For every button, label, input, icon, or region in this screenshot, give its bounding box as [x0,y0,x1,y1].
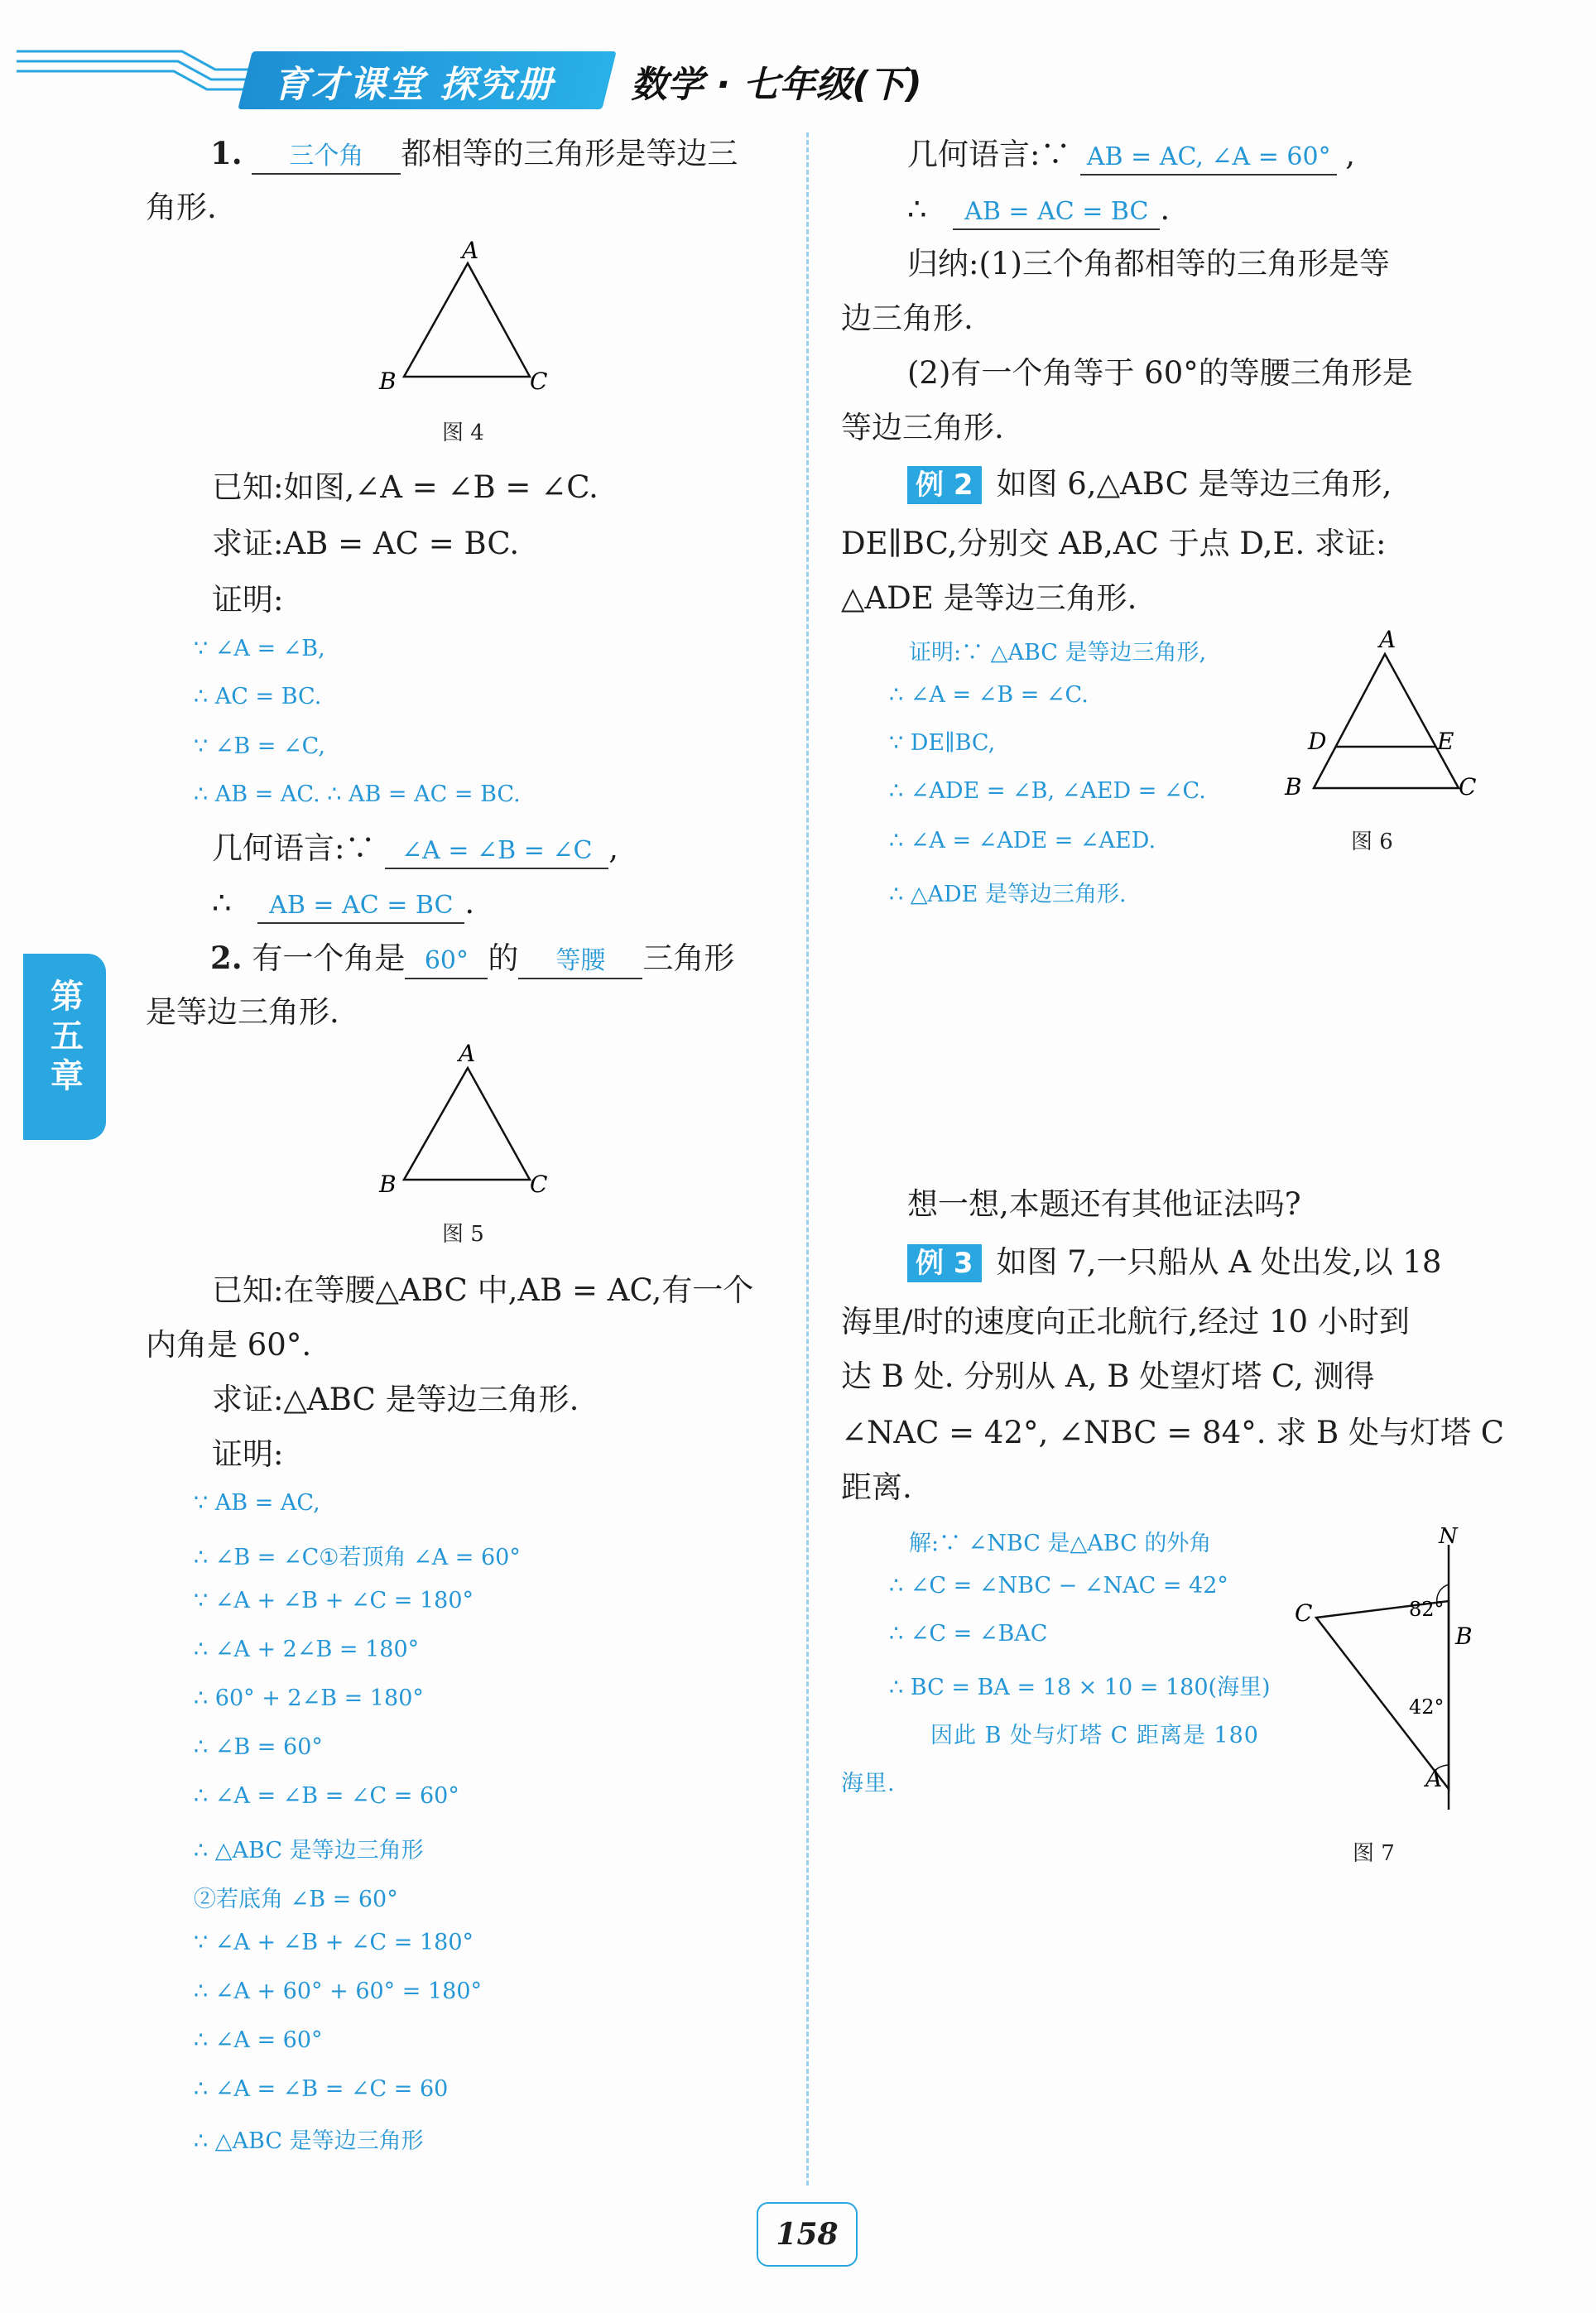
fig5-caption: 图 5 [442,1222,484,1247]
ex3-solution-line: 因此 B 处与灯塔 C 距离是 180 [930,1723,1259,1748]
fig4-label-c: C [530,368,548,395]
q2-proof-label: 证明: [212,1436,284,1472]
q1-proof-line: ∵ ∠B = ∠C, [194,733,325,759]
q2-proof-line: ∴ ∠A + 2∠B = 180° [194,1637,420,1662]
ex2-line3: △ADE 是等边三角形. [841,580,1137,616]
q2-proof-line: ∴ △ABC 是等边三角形 [194,2128,424,2154]
q1-line1: 1. 三个角 都相等的三角形是等边三 [210,134,738,175]
ex3-line5: 距离. [841,1469,912,1505]
q2-line2: 是等边三角形. [146,994,339,1030]
ex2-proof-line: ∴ △ADE 是等边三角形. [889,882,1127,907]
ex3-badge: 例 3 [907,1244,982,1282]
ex3-solution-line: ∴ BC = BA = 18 × 10 = 180(海里) [889,1675,1271,1700]
ex2-line2: DE∥BC,分别交 AB,AC 于点 D,E. 求证: [841,526,1387,561]
ex3-line3: 达 B 处. 分别从 A, B 处望灯塔 C, 测得 [841,1358,1375,1394]
ex3-solution-line: 解:∵ ∠NBC 是△ABC 的外角 [909,1531,1212,1556]
ex2-proof-line: 证明:∵ △ABC 是等边三角形, [909,640,1207,666]
q2-prove: 求证:△ABC 是等边三角形. [212,1382,579,1417]
q1-geo-line1: 几何语言:∵ ∠A = ∠B = ∠C , [212,830,618,869]
fig7-angle-b: 82° [1409,1598,1445,1621]
ex3-line1: 例 3 如图 7,一只船从 A 处出发,以 18 [907,1243,1441,1282]
q1-proof-line: ∵ ∠A = ∠B, [194,636,325,661]
summary-l3: (2)有一个角等于 60°的等腰三角形是 [907,355,1413,391]
q1-geo-blank2: AB = AC = BC [257,889,464,924]
ex3-solution-line: 海里. [841,1771,896,1796]
fig6-caption: 图 6 [1351,830,1393,854]
ex3-solution-line: ∴ ∠C = ∠BAC [889,1621,1048,1647]
q2-proof-line: ∴ ∠A = ∠B = ∠C = 60 [194,2076,449,2102]
q2-proof-line: ∴ ∠A = ∠B = ∠C = 60° [194,1783,459,1809]
figure-6 [1275,629,1498,803]
fig6-label-a: A [1379,629,1396,653]
fig4-caption: 图 4 [442,421,484,445]
fig7-label-n: N [1439,1524,1458,1549]
q2-proof-line: ∵ AB = AC, [194,1490,320,1516]
q1-proof-line: ∴ AC = BC. [194,684,322,709]
r-geo-blank1: AB = AC, ∠A = 60° [1080,141,1337,176]
q2-given-l1: 已知:在等腰△ABC 中,AB = AC,有一个 [212,1272,754,1308]
q1-given: 已知:如图,∠A = ∠B = ∠C. [212,469,598,505]
ex2-proof-line: ∴ ∠A = ∠ADE = ∠AED. [889,828,1156,854]
summary-l1: 归纳:(1)三个角都相等的三角形是等 [907,246,1390,281]
q1-geo-line2: ∴ AB = AC = BC . [212,884,474,924]
fig5-label-b: B [379,1171,397,1198]
q1-proof-label: 证明: [212,582,284,618]
r-geo-blank2: AB = AC = BC [953,195,1160,230]
figure-4 [364,240,563,397]
ex3-line4: ∠NAC = 42°, ∠NBC = 84°. 求 B 处与灯塔 C [841,1415,1505,1450]
ex2-proof-line: ∴ ∠A = ∠B = ∠C. [889,682,1089,708]
q1-geo-blank1: ∠A = ∠B = ∠C [385,834,608,869]
header-banner-title: 育才课堂 探究册 [273,64,555,106]
summary-l4: 等边三角形. [841,410,1004,445]
summary-l2: 边三角形. [841,301,973,336]
fig7-label-c: C [1295,1599,1313,1627]
q2-line1: 2. 有一个角是 60° 的 等腰 三角形 [210,939,734,979]
fig7-caption: 图 7 [1353,1841,1395,1866]
chapter-tab-label: 第五章 [50,978,84,1095]
q2-proof-line: ∵ ∠A + ∠B + ∠C = 180° [194,1588,474,1613]
fig6-label-c: C [1459,773,1477,801]
q2-proof-line: ∴ ∠B = ∠C①若顶角 ∠A = 60° [194,1545,521,1570]
q2-proof-line: ②若底角 ∠B = 60° [194,1887,398,1912]
q2-blank1: 60° [405,945,488,979]
q2-proof-line: ∵ ∠A + ∠B + ∠C = 180° [194,1930,474,1955]
r-geo-line2: ∴ AB = AC = BC . [907,190,1170,230]
fig7-angle-a: 42° [1409,1695,1445,1719]
q1-proof-line: ∴ AB = AC. ∴ AB = AC = BC. [194,781,521,807]
fig5-label-c: C [530,1171,548,1198]
ex2-proof-line: ∵ DE∥BC, [889,730,996,756]
think-question: 想一想,本题还有其他证法吗? [907,1186,1301,1222]
r-geo-line1: 几何语言:∵ AB = AC, ∠A = 60° , [907,136,1355,176]
ex2-badge: 例 2 [907,466,982,504]
page-number: 158 [757,2202,858,2267]
fig6-label-b: B [1285,773,1302,801]
ex3-line2: 海里/时的速度向正北航行,经过 10 小时到 [841,1304,1410,1339]
q2-proof-line: ∴ ∠A + 60° + 60° = 180° [194,1979,482,2004]
q2-proof-line: ∴ ∠A = 60° [194,2027,323,2053]
column-divider [806,132,809,2186]
q1-line2: 角形. [146,190,217,225]
figure-7 [1291,1520,1490,1826]
fig4-label-a: A [462,240,479,264]
ex3-solution-line: ∴ ∠C = ∠NBC − ∠NAC = 42° [889,1573,1228,1599]
q2-proof-line: ∴ 60° + 2∠B = 180° [194,1685,424,1711]
fig7-label-b: B [1455,1623,1473,1650]
fig5-label-a: A [459,1043,476,1067]
q2-proof-line: ∴ △ABC 是等边三角形 [194,1838,424,1863]
fig6-label-d: D [1308,728,1327,755]
ex2-line1: 例 2 如图 6,△ABC 是等边三角形, [907,465,1392,504]
q2-given-l2: 内角是 60°. [146,1327,312,1363]
fig4-label-b: B [379,368,397,395]
header-decor-lines [17,45,265,111]
header-subject: 数学 · 七年级(下) [631,64,922,106]
figure-5 [364,1043,563,1200]
q2-blank2: 等腰 [518,945,642,979]
q2-proof-line: ∴ ∠B = 60° [194,1734,323,1760]
ex2-proof-line: ∴ ∠ADE = ∠B, ∠AED = ∠C. [889,778,1206,804]
q1-prove: 求证:AB = AC = BC. [212,526,520,561]
fig7-label-a: A [1425,1765,1443,1792]
fig6-label-e: E [1437,728,1454,755]
q1-blank: 三个角 [252,140,401,175]
